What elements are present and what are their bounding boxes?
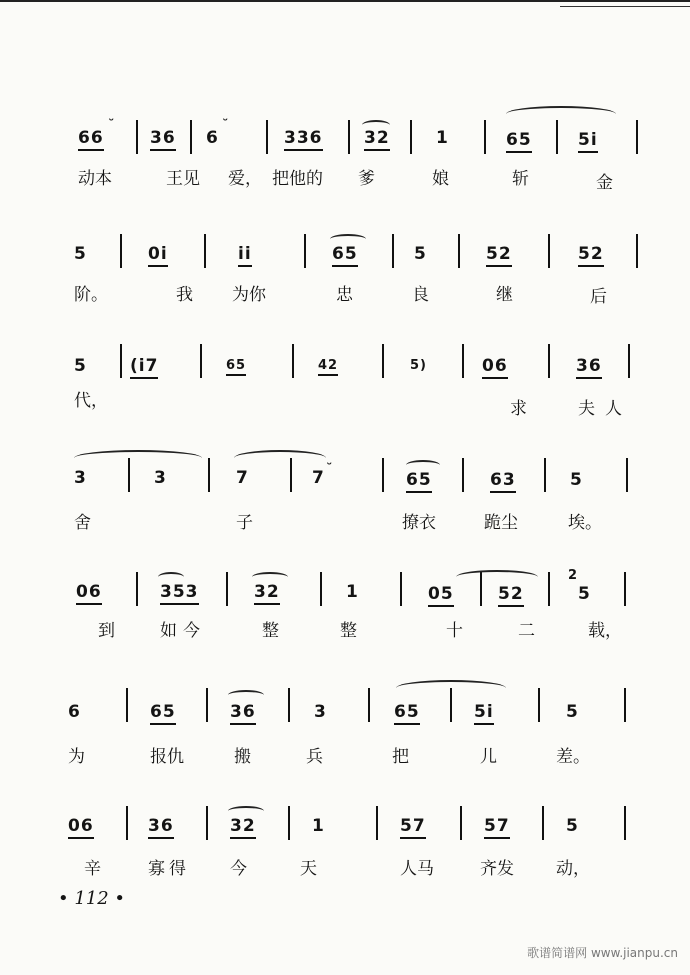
lyric: 搬 xyxy=(234,747,251,767)
breath-mark: ˘ xyxy=(108,118,115,133)
lyric: 齐发 xyxy=(480,859,514,879)
note-group: 1 xyxy=(436,128,449,148)
note-group: 3 xyxy=(154,468,167,488)
bar-line xyxy=(548,234,550,268)
note-group: 52 xyxy=(498,584,524,607)
bar-line xyxy=(190,120,192,154)
bar-line xyxy=(206,688,208,722)
bar-line xyxy=(288,688,290,722)
lyric: 代， xyxy=(74,391,108,411)
top-corner-mark xyxy=(560,0,690,7)
bar-line xyxy=(136,572,138,606)
lyric: 求 xyxy=(510,399,527,419)
lyric: 整 xyxy=(262,621,279,641)
note-group: 336 xyxy=(284,128,323,151)
note-group: 5 xyxy=(74,244,87,264)
bar-line xyxy=(626,458,628,492)
note-group: 05 xyxy=(428,584,454,607)
slur xyxy=(406,460,440,470)
bar-line xyxy=(290,458,292,492)
bar-line xyxy=(120,234,122,268)
bar-line xyxy=(624,806,626,840)
breath-mark: ˘ xyxy=(222,118,229,133)
slur xyxy=(234,450,326,466)
lyric: 后 xyxy=(590,287,607,307)
lyric: 我 xyxy=(176,285,193,305)
note-group: 65 xyxy=(506,130,532,153)
note-group: 1 xyxy=(312,816,325,836)
lyric: 埃。 xyxy=(568,513,602,533)
lyric: 人马 xyxy=(400,859,434,879)
bar-line xyxy=(636,234,638,268)
slur xyxy=(506,106,616,122)
bar-line xyxy=(368,688,370,722)
note-group: 5 xyxy=(566,816,579,836)
lyric: 为 xyxy=(68,747,85,767)
bar-line xyxy=(348,120,350,154)
lyric: 阶。 xyxy=(74,285,108,305)
note-group: 66 xyxy=(78,128,104,151)
bar-line xyxy=(460,806,462,840)
slur xyxy=(330,234,366,244)
bar-line xyxy=(636,120,638,154)
bar-line xyxy=(628,344,630,378)
bar-line xyxy=(126,688,128,722)
lyric: 撩衣 xyxy=(402,513,436,533)
slur xyxy=(456,570,538,584)
lyric: 今 xyxy=(230,859,247,879)
bar-line xyxy=(392,234,394,268)
note-group: 06 xyxy=(76,582,102,605)
note-group: 353 xyxy=(160,582,199,605)
slur xyxy=(74,450,202,466)
bar-line xyxy=(410,120,412,154)
lyric: 继 xyxy=(496,285,513,305)
lyric: 动本 xyxy=(78,169,112,189)
bar-line xyxy=(542,806,544,840)
note-group: 5i xyxy=(578,130,598,153)
lyric: 王见 xyxy=(166,169,200,189)
lyric: 十 xyxy=(446,621,463,641)
note-group: 57 xyxy=(400,816,426,839)
system-4 xyxy=(0,456,690,556)
lyric: 娘 xyxy=(432,169,449,189)
note-group: 32 xyxy=(364,128,390,151)
lyric: 如今 xyxy=(160,621,206,641)
slur xyxy=(228,690,264,700)
note-group: 5) xyxy=(410,358,427,373)
lyric: 爱， xyxy=(228,169,262,189)
system-1 xyxy=(0,112,690,212)
note-group: 52 xyxy=(486,244,512,267)
bar-line xyxy=(624,572,626,606)
bar-line xyxy=(266,120,268,154)
note-group: 5 xyxy=(74,356,87,376)
bar-line xyxy=(462,344,464,378)
bar-line xyxy=(544,458,546,492)
bar-line xyxy=(400,572,402,606)
bar-line xyxy=(320,572,322,606)
lyric: 整 xyxy=(340,621,357,641)
lyric: 为你 xyxy=(232,285,266,305)
bar-line xyxy=(462,458,464,492)
note-group: 1 xyxy=(346,582,359,602)
note-group: 36 xyxy=(150,128,176,151)
note-group: 0i xyxy=(148,244,168,267)
slur xyxy=(252,572,288,582)
lyric: 儿 xyxy=(480,747,497,767)
lyric: 载， xyxy=(588,621,622,641)
slur xyxy=(228,806,264,816)
note-group: 5i xyxy=(474,702,494,725)
note-group: 5 xyxy=(578,584,591,604)
page-number: • 112 • xyxy=(58,888,126,909)
note-group: 57 xyxy=(484,816,510,839)
lyric: 爹 xyxy=(358,169,375,189)
bar-line xyxy=(484,120,486,154)
breath-mark: ˘ xyxy=(326,462,333,477)
note-group: 65 xyxy=(394,702,420,725)
lyric: 夫人 xyxy=(578,399,632,419)
bar-line xyxy=(538,688,540,722)
note-group: ii xyxy=(238,244,252,267)
lyric: 天 xyxy=(300,859,317,879)
note-group: 32 xyxy=(254,582,280,605)
note-group: 7 xyxy=(236,468,249,488)
note-group: 3 xyxy=(314,702,327,722)
note-group: (i7 xyxy=(130,356,158,379)
lyric: 金 xyxy=(596,173,613,193)
lyric: 二 xyxy=(518,621,535,641)
bar-line xyxy=(304,234,306,268)
grace-note: 2 xyxy=(568,568,579,583)
bar-line xyxy=(200,344,202,378)
lyric: 跪尘 xyxy=(484,513,518,533)
bar-line xyxy=(136,120,138,154)
lyric: 动， xyxy=(556,859,590,879)
note-group: 65 xyxy=(406,470,432,493)
note-group: 65 xyxy=(226,358,246,376)
lyric: 斩 xyxy=(512,169,529,189)
bar-line xyxy=(458,234,460,268)
bar-line xyxy=(204,234,206,268)
bar-line xyxy=(548,344,550,378)
lyric: 差。 xyxy=(556,747,590,767)
note-group: 5 xyxy=(566,702,579,722)
note-group: 42 xyxy=(318,358,338,376)
bar-line xyxy=(624,688,626,722)
lyric: 良 xyxy=(412,285,429,305)
bar-line xyxy=(126,806,128,840)
bar-line xyxy=(556,120,558,154)
note-group: 65 xyxy=(150,702,176,725)
note-group: 65 xyxy=(332,244,358,267)
note-group: 63 xyxy=(490,470,516,493)
bar-line xyxy=(288,806,290,840)
bar-line xyxy=(382,344,384,378)
lyric: 舍 xyxy=(74,513,91,533)
bar-line xyxy=(450,688,452,722)
lyric: 把他的 xyxy=(272,169,323,189)
bar-line xyxy=(548,572,550,606)
lyric: 子 xyxy=(236,513,253,533)
note-group: 06 xyxy=(68,816,94,839)
note-group: 6 xyxy=(68,702,81,722)
system-5 xyxy=(0,570,690,670)
lyric: 寡得 xyxy=(148,859,190,879)
slur xyxy=(158,572,184,582)
lyric: 辛 xyxy=(84,859,101,879)
note-group: 5 xyxy=(570,470,583,490)
bar-line xyxy=(128,458,130,492)
note-group: 06 xyxy=(482,356,508,379)
note-group: 36 xyxy=(148,816,174,839)
lyric: 把 xyxy=(392,747,409,767)
bar-line xyxy=(206,806,208,840)
bar-line xyxy=(292,344,294,378)
system-2 xyxy=(0,228,690,328)
lyric: 到 xyxy=(98,621,115,641)
lyric: 报仇 xyxy=(150,747,184,767)
bar-line xyxy=(208,458,210,492)
note-group: 5 xyxy=(414,244,427,264)
note-group: 3 xyxy=(74,468,87,488)
lyric: 忠 xyxy=(336,285,353,305)
system-3 xyxy=(0,342,690,442)
note-group: 36 xyxy=(230,702,256,725)
note-group: 52 xyxy=(578,244,604,267)
lyric: 兵 xyxy=(306,747,323,767)
note-group: 32 xyxy=(230,816,256,839)
system-6 xyxy=(0,686,690,786)
bar-line xyxy=(226,572,228,606)
bar-line xyxy=(382,458,384,492)
note-group: 7 xyxy=(312,468,325,488)
bar-line xyxy=(120,344,122,378)
note-group: 6 xyxy=(206,128,219,148)
bar-line xyxy=(376,806,378,840)
note-group: 36 xyxy=(576,356,602,379)
watermark: 歌谱简谱网 www.jianpu.cn xyxy=(527,946,678,960)
